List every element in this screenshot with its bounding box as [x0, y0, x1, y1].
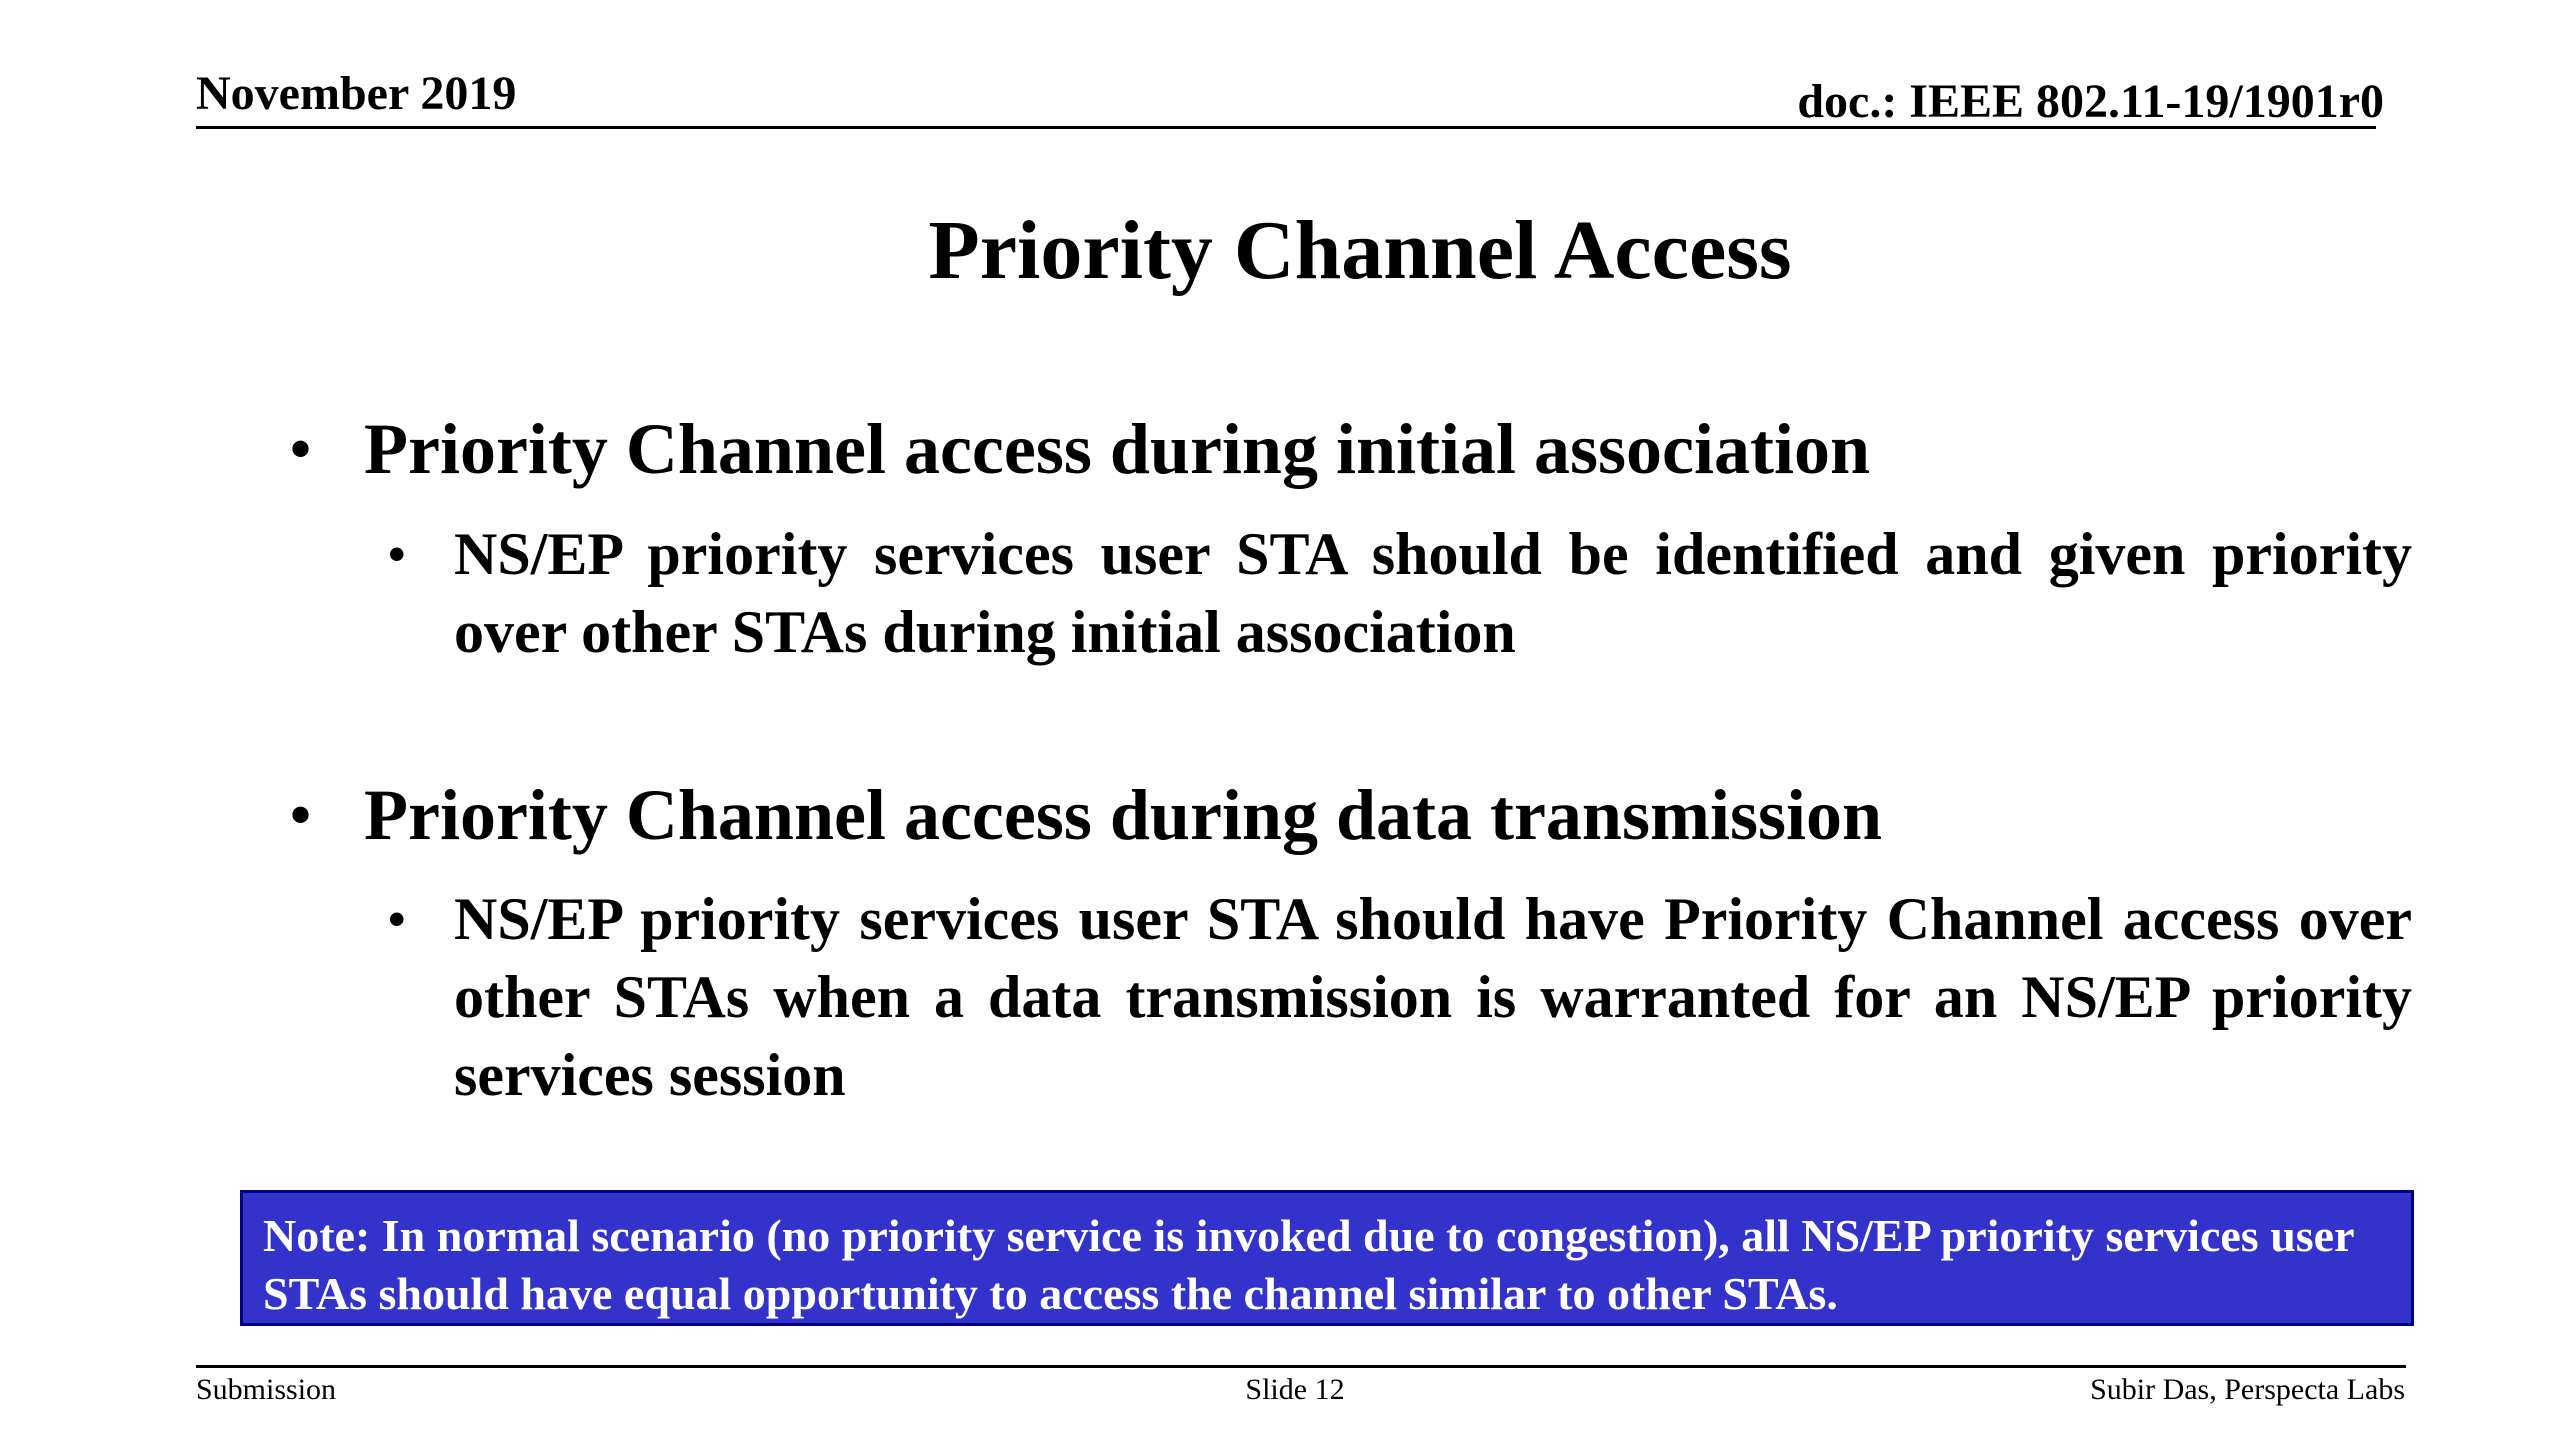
bullet-text: Priority Channel access during initial association [364, 409, 1871, 489]
footer-divider [196, 1365, 2406, 1368]
sub-bullet-text: NS/EP priority services user STA should have Priority Channel access over other STAs when a data transmission is warranted for an NS/EP priority services session [454, 886, 2412, 1108]
slide-title: Priority Channel Access [928, 204, 1792, 297]
footer-author: Subir Das, Perspecta Labs [2090, 1373, 2405, 1406]
footer-submission: Submission [196, 1373, 337, 1406]
sub-bullet-marker: • [388, 891, 406, 947]
bullet-marker: • [290, 782, 312, 848]
bullet-marker: • [290, 416, 312, 482]
header-divider [196, 126, 2376, 129]
note-box: Note: In normal scenario (no priority service is invoked due to congestion), all NS/EP priority services user STAs should have equal opportunity to access the channel similar to other STAs. [240, 1190, 2414, 1326]
header-date: November 2019 [196, 67, 517, 120]
header-doc-id: doc.: IEEE 802.11-19/1901r0 [1797, 75, 2384, 128]
sub-bullet-text: NS/EP priority services user STA should be identified and given priority over other STAs during initial association [454, 521, 2412, 665]
bullet-text: Priority Channel access during data transmission [364, 775, 1883, 855]
footer-slide-number: Slide 12 [1245, 1373, 1345, 1406]
sub-bullet-marker: • [388, 526, 406, 582]
